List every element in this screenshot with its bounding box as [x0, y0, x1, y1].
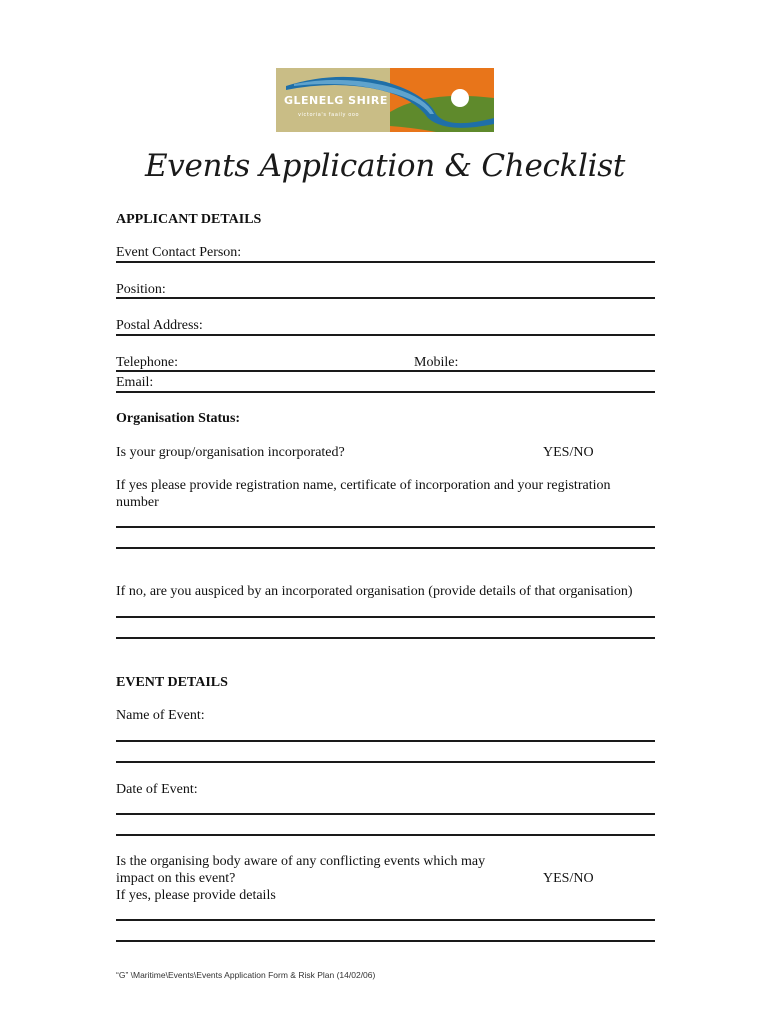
event-name-label: Name of Event:	[116, 708, 205, 723]
event-name-line-1[interactable]	[116, 740, 655, 742]
telephone-line[interactable]	[116, 370, 655, 372]
applicant-details-heading: APPLICANT DETAILS	[116, 212, 262, 227]
event-details-heading: EVENT DETAILS	[116, 675, 228, 690]
email-line[interactable]	[116, 391, 655, 393]
glenelg-shire-logo	[276, 68, 494, 132]
contact-person-label: Event Contact Person:	[116, 245, 242, 260]
contact-person-line[interactable]	[116, 261, 655, 263]
if-no-instructions: If no, are you auspiced by an incorporated organisation (provide details of that organisation)	[116, 584, 633, 599]
conflict-details-line-1[interactable]	[116, 919, 655, 921]
if-yes-instructions: If yes please provide registration name, certificate of incorporation and your registration number	[116, 478, 611, 510]
telephone-label: Telephone:	[116, 355, 178, 370]
email-label: Email:	[116, 375, 154, 390]
footer-file-path: “G” \Maritime\Events\Events Application Form & Risk Plan (14/02/06)	[116, 970, 376, 980]
logo-tagline: victoria's faaily ooo	[298, 112, 360, 118]
position-line[interactable]	[116, 297, 655, 299]
logo-graphic	[276, 68, 494, 132]
incorporated-question: Is your group/organisation incorporated?	[116, 445, 345, 460]
incorporated-yes-no[interactable]: YES/NO	[543, 445, 594, 460]
event-date-line-1[interactable]	[116, 813, 655, 815]
postal-address-label: Postal Address:	[116, 318, 203, 333]
mobile-label: Mobile:	[414, 355, 459, 370]
conflict-details-prompt: If yes, please provide details	[116, 888, 276, 903]
conflict-question-line2: impact on this event?	[116, 871, 236, 886]
postal-address-line[interactable]	[116, 334, 655, 336]
conflict-details-line-2[interactable]	[116, 940, 655, 942]
registration-line-2[interactable]	[116, 547, 655, 549]
organisation-status-heading: Organisation Status:	[116, 411, 241, 426]
event-date-line-2[interactable]	[116, 834, 655, 836]
position-label: Position:	[116, 282, 166, 297]
event-date-label: Date of Event:	[116, 782, 198, 797]
page-title: Events Application & Checklist	[144, 148, 626, 184]
logo-name: GLENELG SHIRE	[284, 94, 388, 107]
conflict-question-line1: Is the organising body aware of any conflicting events which may	[116, 854, 486, 869]
event-name-line-2[interactable]	[116, 761, 655, 763]
registration-line-1[interactable]	[116, 526, 655, 528]
conflict-yes-no[interactable]: YES/NO	[543, 871, 594, 886]
auspice-line-2[interactable]	[116, 637, 655, 639]
auspice-line-1[interactable]	[116, 616, 655, 618]
